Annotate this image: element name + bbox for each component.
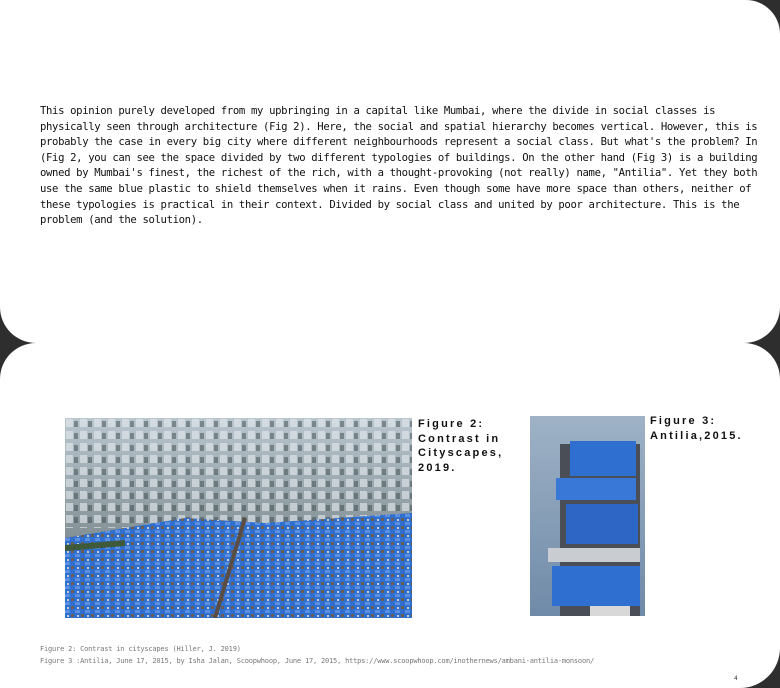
figure-3-caption: Figure 3: Antilia,2015. [650,415,743,442]
footnote-figure-3: Figure 3 :Antilia, June 17, 2015, by Isha Jalan, Scoopwhoop, June 17, 2015, https://www.scoopwhoop.com/inothernews/ambani-antilia-monsoon/ [40,657,594,665]
figure-2-caption: Figure 2: Contrast in Cityscapes, 2019. [418,418,504,474]
footnote-figure-2: Figure 2: Contrast in cityscapes (Hiller, J. 2019) [40,645,241,653]
page-top-panel [0,0,780,343]
page-number: 4 [734,675,738,682]
figure-2-cityscape-image [65,418,412,618]
figure-3-antilia-image [530,416,645,616]
body-paragraph: This opinion purely developed from my upbringing in a capital like Mumbai, where the divide in social classes is physically seen through architecture (Fig 2). Here, the social and spatial hierarchy becomes vertical. However, this is probably the case in every big city where different neighbourhoods represent a social class. But what's the problem? In (Fig 2, you can see the space divided by two different typologies of buildings. On the other hand (Fig 3) is a building owned by Mumbai's finest, the richest of the rich, with a thought-provoking (not really) name, "Antilia". Yet they both use the same blue plastic to shield themselves when it rains. Even though some have more space than others, neither of these typologies is practical in their context. Divided by social class and united by poor architecture. This is the problem (and the solution). [40,105,758,227]
